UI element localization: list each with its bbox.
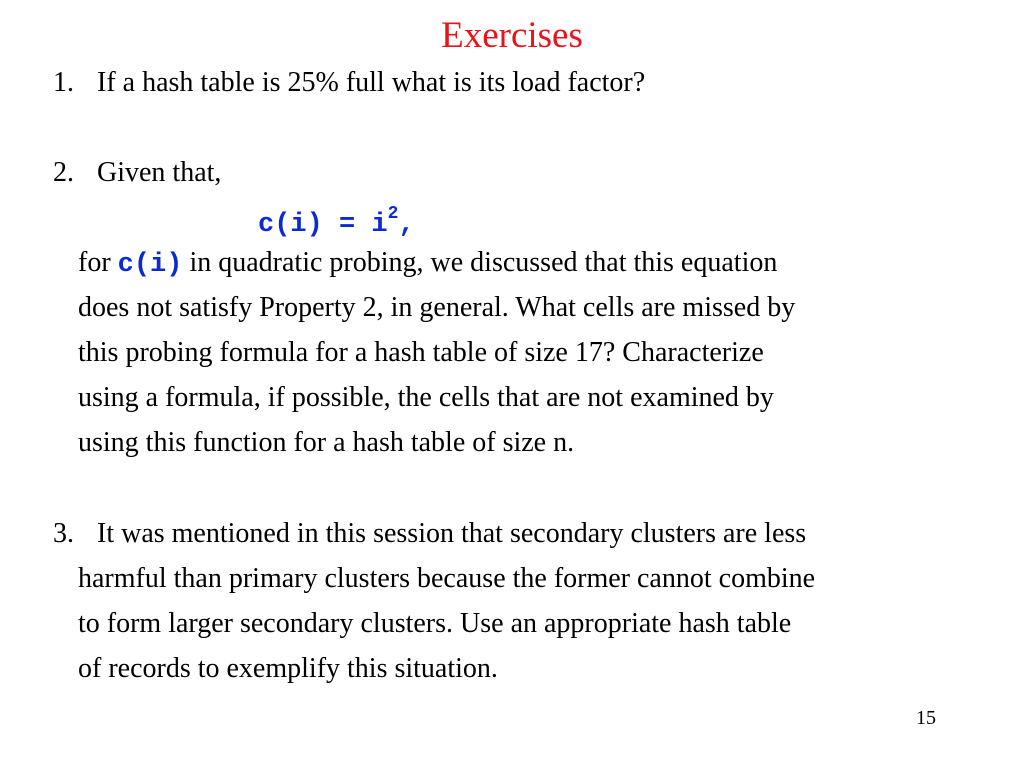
- exercise-3-line-3: to form larger secondary clusters. Use an appropriate hash table: [78, 608, 792, 639]
- exercise-2-number: 2.: [53, 157, 74, 188]
- exercise-2-line-1: [78, 246, 777, 282]
- exercise-1: [53, 66, 645, 100]
- exercise-2-formula: [258, 200, 415, 242]
- exercise-3-line-4: of records to exemplify this situation.: [78, 653, 498, 684]
- exercise-1-text: If a hash table is 25% full what is its load factor?: [97, 67, 646, 98]
- formula-main: c(i) = i: [258, 210, 388, 240]
- exercise-1-number: 1.: [53, 67, 74, 98]
- formula-exponent: 2: [387, 204, 399, 224]
- exercise-3-number: 3.: [53, 518, 74, 549]
- page-number: 15: [916, 707, 936, 729]
- exercise-3-line-1: [53, 517, 806, 551]
- exercise-2-line-1-suffix: in quadratic probing, we discussed that this equation: [182, 247, 778, 278]
- exercise-2-intro: Given that,: [97, 157, 222, 188]
- exercise-2-line-2: does not satisfy Property 2, in general. What cells are missed by: [78, 292, 796, 323]
- exercise-2-line-3: this probing formula for a hash table of size 17? Characterize: [78, 337, 764, 368]
- exercise-2-intro-line: [53, 156, 221, 190]
- slide-title: Exercises: [441, 15, 583, 56]
- exercise-2-line-1-prefix: for: [78, 247, 118, 278]
- exercise-2-line-5: using this function for a hash table of size n.: [78, 427, 575, 458]
- exercise-2-line-4: using a formula, if possible, the cells that are not examined by: [78, 382, 774, 413]
- formula-comma: ,: [398, 210, 415, 240]
- exercise-3-line-2: harmful than primary clusters because the former cannot combine: [78, 563, 816, 594]
- inline-code-c-of-i: c(i): [117, 250, 183, 280]
- exercise-3-line-1-text: It was mentioned in this session that secondary clusters are less: [97, 518, 807, 549]
